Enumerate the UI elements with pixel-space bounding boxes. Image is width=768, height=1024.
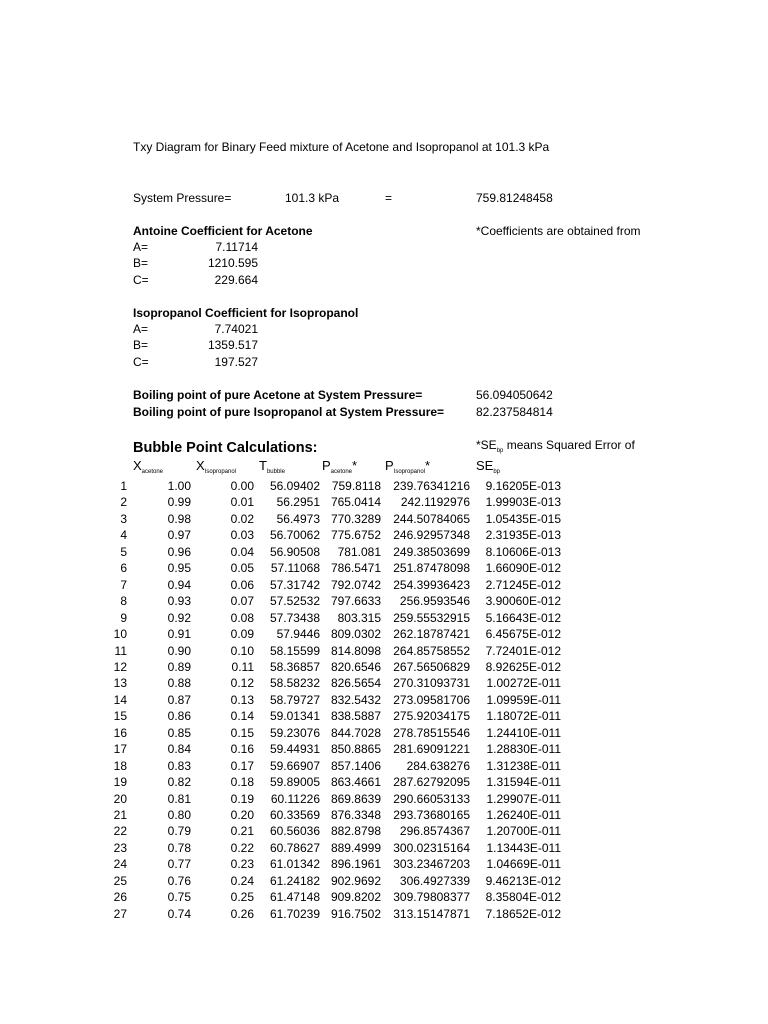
x-isopropanol-cell: 0.15 bbox=[230, 725, 254, 740]
se-bp-cell: 1.99903E-013 bbox=[485, 495, 561, 510]
p-isopropanol-cell: 270.31093731 bbox=[393, 676, 470, 691]
x-acetone-cell: 0.95 bbox=[167, 561, 191, 576]
row-index: 18 bbox=[113, 758, 127, 773]
p-acetone-cell: 786.5471 bbox=[330, 561, 381, 576]
x-acetone-cell: 0.76 bbox=[167, 873, 191, 888]
p-isopropanol-cell: 309.79808377 bbox=[393, 890, 470, 905]
acetone-boiling-point-label: Boiling point of pure Acetone at System Pressure= bbox=[133, 388, 423, 402]
isopropanol-c-value: 197.527 bbox=[214, 355, 258, 369]
se-bp-cell: 1.31238E-011 bbox=[486, 758, 561, 773]
se-bp-cell: 1.66090E-012 bbox=[485, 561, 561, 576]
row-index: 16 bbox=[113, 725, 127, 740]
x-isopropanol-cell: 0.23 bbox=[230, 857, 254, 872]
t-bubble-cell: 61.70239 bbox=[269, 906, 320, 921]
p-acetone-cell: 889.4999 bbox=[330, 840, 381, 855]
coefficients-source-note: *Coefficients are obtained from bbox=[476, 224, 641, 238]
se-bp-cell: 2.71245E-012 bbox=[485, 577, 561, 592]
p-acetone-cell: 909.8202 bbox=[330, 890, 381, 905]
table-row bbox=[0, 527, 768, 544]
se-bp-cell: 6.45675E-012 bbox=[485, 627, 561, 642]
header-x-isopropanol: $X_{Isopropanol}$ bbox=[196, 458, 237, 475]
p-acetone-cell: 803.315 bbox=[337, 610, 381, 625]
se-bp-cell: 1.24410E-011 bbox=[486, 725, 561, 740]
x-acetone-cell: 0.84 bbox=[167, 742, 191, 757]
x-isopropanol-cell: 0.08 bbox=[230, 610, 254, 625]
p-acetone-cell: 916.7502 bbox=[330, 906, 381, 921]
p-acetone-cell: 902.9692 bbox=[330, 873, 381, 888]
row-index: 9 bbox=[120, 610, 127, 625]
document-title: Txy Diagram for Binary Feed mixture of Acetone and Isopropanol at 101.3 kPa bbox=[133, 140, 550, 154]
row-index: 1 bbox=[120, 479, 127, 493]
table-row bbox=[0, 758, 768, 775]
x-isopropanol-cell: 0.09 bbox=[230, 627, 254, 642]
p-isopropanol-cell: 239.76341216 bbox=[393, 479, 470, 493]
t-bubble-cell: 58.58232 bbox=[269, 676, 320, 691]
row-index: 25 bbox=[113, 873, 127, 888]
table-row bbox=[0, 856, 768, 873]
row-index: 20 bbox=[113, 791, 127, 806]
header-p-acetone: $P_{acetone}*$ bbox=[322, 458, 358, 475]
p-isopropanol-cell: 242.1192976 bbox=[400, 495, 470, 510]
t-bubble-cell: 60.56036 bbox=[269, 824, 320, 839]
p-isopropanol-cell: 296.8574367 bbox=[399, 824, 470, 839]
table-row bbox=[0, 774, 768, 791]
t-bubble-cell: 57.9446 bbox=[276, 627, 320, 642]
isopropanol-coefficient-heading: Isopropanol Coefficient for Isopropanol bbox=[133, 306, 359, 320]
x-acetone-cell: 0.88 bbox=[167, 676, 191, 691]
system-pressure-value: 101.3 kPa bbox=[285, 191, 340, 205]
t-bubble-cell: 57.52532 bbox=[269, 594, 320, 609]
isopropanol-a-label: A= bbox=[133, 322, 149, 336]
se-bp-cell: 1.05435E-015 bbox=[485, 511, 561, 526]
p-acetone-cell: 781.081 bbox=[337, 544, 381, 559]
x-isopropanol-cell: 0.05 bbox=[230, 561, 254, 576]
p-isopropanol-cell: 281.69091221 bbox=[393, 742, 470, 757]
x-isopropanol-cell: 0.24 bbox=[230, 873, 254, 888]
table-row bbox=[0, 478, 768, 495]
acetone-boiling-point-value: 56.094050642 bbox=[476, 388, 553, 402]
p-isopropanol-cell: 313.15147871 bbox=[393, 906, 470, 921]
t-bubble-cell: 56.09402 bbox=[269, 479, 320, 493]
table-row bbox=[0, 708, 768, 725]
x-isopropanol-cell: 0.22 bbox=[230, 840, 254, 855]
se-bp-cell: 1.26240E-011 bbox=[486, 808, 561, 822]
acetone-b-label: B= bbox=[133, 256, 149, 270]
x-isopropanol-cell: 0.11 bbox=[231, 659, 254, 674]
p-isopropanol-cell: 262.18787421 bbox=[393, 627, 470, 642]
p-acetone-cell: 820.6546 bbox=[330, 659, 381, 674]
acetone-c-label: C= bbox=[133, 273, 149, 287]
x-acetone-cell: 0.91 bbox=[167, 627, 191, 642]
header-x-acetone: $X_{acetone}$ bbox=[133, 458, 164, 475]
p-isopropanol-cell: 259.55532915 bbox=[393, 610, 470, 625]
p-isopropanol-cell: 293.73680165 bbox=[393, 808, 470, 822]
row-index: 7 bbox=[120, 577, 127, 592]
row-index: 10 bbox=[113, 627, 127, 642]
t-bubble-cell: 58.36857 bbox=[269, 659, 320, 674]
x-acetone-cell: 0.86 bbox=[167, 709, 191, 724]
p-isopropanol-cell: 284.638276 bbox=[406, 758, 470, 773]
p-isopropanol-cell: 246.92957348 bbox=[393, 528, 470, 543]
x-acetone-cell: 0.92 bbox=[167, 610, 191, 625]
table-row bbox=[0, 593, 768, 610]
se-bp-cell: 8.10606E-013 bbox=[485, 544, 561, 559]
se-bp-cell: 1.31594E-011 bbox=[486, 775, 561, 790]
t-bubble-cell: 57.31742 bbox=[269, 577, 320, 592]
table-row bbox=[0, 741, 768, 758]
table-row bbox=[0, 577, 768, 594]
acetone-c-value: 229.664 bbox=[214, 273, 258, 287]
table-row bbox=[0, 725, 768, 742]
x-isopropanol-cell: 0.04 bbox=[230, 544, 254, 559]
table-row bbox=[0, 643, 768, 660]
table-row bbox=[0, 494, 768, 511]
p-acetone-cell: 792.0742 bbox=[330, 577, 381, 592]
x-isopropanol-cell: 0.06 bbox=[230, 577, 254, 592]
x-isopropanol-cell: 0.03 bbox=[230, 528, 254, 543]
x-isopropanol-cell: 0.18 bbox=[230, 775, 254, 790]
x-acetone-cell: 0.94 bbox=[167, 577, 191, 592]
p-isopropanol-cell: 300.02315164 bbox=[393, 840, 470, 855]
table-row bbox=[0, 692, 768, 709]
t-bubble-cell: 61.24182 bbox=[269, 873, 320, 888]
x-isopropanol-cell: 0.14 bbox=[230, 709, 254, 724]
row-index: 22 bbox=[113, 824, 127, 839]
x-isopropanol-cell: 0.07 bbox=[230, 594, 254, 609]
x-isopropanol-cell: 0.12 bbox=[230, 676, 254, 691]
x-isopropanol-cell: 0.16 bbox=[230, 742, 254, 757]
p-isopropanol-cell: 264.85758552 bbox=[393, 643, 470, 658]
t-bubble-cell: 61.01342 bbox=[269, 857, 320, 872]
header-se-bp: $SE_{bp}$ bbox=[476, 458, 501, 475]
t-bubble-cell: 56.2951 bbox=[276, 495, 320, 510]
t-bubble-cell: 61.47148 bbox=[269, 890, 320, 905]
p-acetone-cell: 814.8098 bbox=[330, 643, 381, 658]
acetone-a-label: A= bbox=[133, 240, 149, 254]
p-acetone-cell: 826.5654 bbox=[330, 676, 381, 691]
table-row bbox=[0, 610, 768, 627]
acetone-coefficient-heading: Antoine Coefficient for Acetone bbox=[133, 224, 313, 238]
x-acetone-cell: 0.77 bbox=[167, 857, 191, 872]
x-isopropanol-cell: 0.26 bbox=[230, 906, 254, 921]
table-row bbox=[0, 675, 768, 692]
x-acetone-cell: 0.74 bbox=[167, 906, 191, 921]
x-acetone-cell: 0.82 bbox=[167, 775, 191, 790]
se-bp-cell: 1.18072E-011 bbox=[486, 709, 561, 724]
x-acetone-cell: 0.98 bbox=[167, 511, 191, 526]
p-isopropanol-cell: 254.39936423 bbox=[393, 577, 470, 592]
row-index: 11 bbox=[114, 643, 127, 658]
p-isopropanol-cell: 287.62792095 bbox=[393, 775, 470, 790]
t-bubble-cell: 59.01341 bbox=[269, 709, 320, 724]
se-bp-cell: 8.35804E-012 bbox=[485, 890, 561, 905]
x-isopropanol-cell: 0.00 bbox=[230, 479, 254, 493]
p-acetone-cell: 775.6752 bbox=[330, 528, 381, 543]
x-acetone-cell: 0.93 bbox=[167, 594, 191, 609]
t-bubble-cell: 58.15599 bbox=[269, 643, 320, 658]
x-isopropanol-cell: 0.01 bbox=[230, 495, 254, 510]
x-isopropanol-cell: 0.19 bbox=[230, 791, 254, 806]
se-bp-cell: 8.92625E-012 bbox=[485, 659, 561, 674]
isopropanol-b-value: 1359.517 bbox=[207, 338, 258, 352]
p-acetone-cell: 765.0414 bbox=[330, 495, 381, 510]
p-acetone-cell: 850.8865 bbox=[330, 742, 381, 757]
t-bubble-cell: 57.73438 bbox=[269, 610, 320, 625]
x-acetone-cell: 0.80 bbox=[167, 808, 191, 822]
row-index: 15 bbox=[113, 709, 127, 724]
p-acetone-cell: 797.6633 bbox=[330, 594, 381, 609]
se-bp-cell: 5.16643E-012 bbox=[485, 610, 561, 625]
x-isopropanol-cell: 0.02 bbox=[230, 511, 254, 526]
se-bp-cell: 9.46213E-012 bbox=[485, 873, 561, 888]
se-bp-cell: 1.04669E-011 bbox=[486, 857, 561, 872]
t-bubble-cell: 60.11226 bbox=[270, 791, 320, 806]
se-bp-cell: 7.18652E-012 bbox=[485, 906, 561, 921]
p-isopropanol-cell: 290.66053133 bbox=[393, 791, 470, 806]
se-bp-cell: 1.20700E-011 bbox=[486, 824, 561, 839]
p-acetone-cell: 838.5887 bbox=[330, 709, 381, 724]
system-pressure-label: System Pressure= bbox=[133, 191, 232, 205]
row-index: 5 bbox=[120, 544, 127, 559]
table-row bbox=[0, 840, 768, 857]
t-bubble-cell: 59.89005 bbox=[269, 775, 320, 790]
x-acetone-cell: 0.81 bbox=[167, 791, 191, 806]
p-acetone-cell: 857.1406 bbox=[330, 758, 381, 773]
t-bubble-cell: 58.79727 bbox=[269, 692, 320, 707]
equals-sign: = bbox=[385, 191, 393, 205]
t-bubble-cell: 59.44931 bbox=[269, 742, 320, 757]
p-acetone-cell: 896.1961 bbox=[330, 857, 381, 872]
x-isopropanol-cell: 0.10 bbox=[230, 643, 254, 658]
x-acetone-cell: 0.99 bbox=[167, 495, 191, 510]
se-bp-cell: 1.09959E-011 bbox=[486, 692, 561, 707]
header-p-isopropanol: $P_{Isopropanol}*$ bbox=[385, 458, 431, 475]
row-index: 8 bbox=[120, 594, 127, 609]
x-isopropanol-cell: 0.17 bbox=[230, 758, 254, 773]
x-acetone-cell: 0.90 bbox=[167, 643, 191, 658]
t-bubble-cell: 60.78627 bbox=[269, 840, 320, 855]
p-isopropanol-cell: 278.78515546 bbox=[393, 725, 470, 740]
p-acetone-cell: 882.8798 bbox=[330, 824, 381, 839]
table-row bbox=[0, 823, 768, 840]
p-isopropanol-cell: 306.4927339 bbox=[399, 873, 470, 888]
row-index: 19 bbox=[113, 775, 127, 790]
isopropanol-b-label: B= bbox=[133, 338, 149, 352]
row-index: 24 bbox=[113, 857, 127, 872]
table-row bbox=[0, 906, 768, 923]
se-bp-cell: 2.31935E-013 bbox=[485, 528, 561, 543]
header-t-bubble: $T_{bubble}$ bbox=[259, 458, 285, 475]
table-row bbox=[0, 544, 768, 561]
isopropanol-a-value: 7.74021 bbox=[214, 322, 258, 336]
x-acetone-cell: 0.78 bbox=[167, 840, 191, 855]
squared-error-note: $*SE_{bp}$ means Squared Error of bbox=[476, 438, 635, 454]
x-isopropanol-cell: 0.13 bbox=[230, 692, 254, 707]
x-acetone-cell: 0.75 bbox=[167, 890, 191, 905]
t-bubble-cell: 59.66907 bbox=[269, 758, 320, 773]
p-acetone-cell: 869.8639 bbox=[330, 791, 381, 806]
t-bubble-cell: 56.90508 bbox=[269, 544, 320, 559]
p-acetone-cell: 844.7028 bbox=[330, 725, 381, 740]
table-row bbox=[0, 511, 768, 528]
p-acetone-cell: 809.0302 bbox=[330, 627, 381, 642]
se-bp-cell: 7.72401E-012 bbox=[485, 643, 561, 658]
x-acetone-cell: 1.00 bbox=[167, 479, 191, 493]
x-isopropanol-cell: 0.25 bbox=[230, 890, 254, 905]
row-index: 21 bbox=[113, 808, 127, 822]
row-index: 6 bbox=[120, 561, 127, 576]
table-row bbox=[0, 659, 768, 676]
row-index: 23 bbox=[113, 840, 127, 855]
x-acetone-cell: 0.97 bbox=[167, 528, 191, 543]
p-acetone-cell: 876.3348 bbox=[330, 808, 381, 822]
isopropanol-boiling-point-label: Boiling point of pure Isopropanol at System Pressure= bbox=[133, 405, 445, 419]
t-bubble-cell: 56.4973 bbox=[276, 511, 320, 526]
table-row bbox=[0, 560, 768, 577]
table-row bbox=[0, 889, 768, 906]
x-acetone-cell: 0.83 bbox=[167, 758, 191, 773]
system-pressure-mmhg: 759.81248458 bbox=[476, 191, 553, 205]
p-acetone-cell: 770.3289 bbox=[330, 511, 381, 526]
isopropanol-c-label: C= bbox=[133, 355, 149, 369]
se-bp-cell: 1.29907E-011 bbox=[486, 791, 561, 806]
acetone-b-value: 1210.595 bbox=[207, 256, 258, 270]
x-acetone-cell: 0.87 bbox=[167, 692, 191, 707]
table-row bbox=[0, 873, 768, 890]
row-index: 17 bbox=[113, 742, 127, 757]
x-acetone-cell: 0.96 bbox=[167, 544, 191, 559]
p-isopropanol-cell: 267.56506829 bbox=[393, 659, 470, 674]
row-index: 14 bbox=[113, 692, 127, 707]
row-index: 4 bbox=[120, 528, 127, 543]
p-acetone-cell: 832.5432 bbox=[330, 692, 381, 707]
row-index: 12 bbox=[113, 659, 127, 674]
se-bp-cell: 9.16205E-013 bbox=[485, 479, 561, 493]
row-index: 3 bbox=[120, 511, 127, 526]
x-acetone-cell: 0.85 bbox=[167, 725, 191, 740]
isopropanol-boiling-point-value: 82.237584814 bbox=[476, 405, 553, 419]
t-bubble-cell: 57.11068 bbox=[270, 561, 320, 576]
se-bp-cell: 1.00272E-011 bbox=[486, 676, 561, 691]
p-acetone-cell: 863.4661 bbox=[330, 775, 381, 790]
se-bp-cell: 3.90060E-012 bbox=[485, 594, 561, 609]
table-row bbox=[0, 626, 768, 643]
table-row bbox=[0, 791, 768, 808]
p-isopropanol-cell: 273.09581706 bbox=[393, 692, 470, 707]
x-isopropanol-cell: 0.20 bbox=[230, 808, 254, 822]
row-index: 2 bbox=[120, 495, 127, 510]
se-bp-cell: 1.28830E-011 bbox=[486, 742, 561, 757]
row-index: 26 bbox=[113, 890, 127, 905]
p-isopropanol-cell: 244.50784065 bbox=[393, 511, 470, 526]
x-isopropanol-cell: 0.21 bbox=[230, 824, 254, 839]
row-index: 27 bbox=[113, 906, 127, 921]
p-isopropanol-cell: 275.92034175 bbox=[393, 709, 470, 724]
row-index: 13 bbox=[113, 676, 127, 691]
p-isopropanol-cell: 249.38503699 bbox=[393, 544, 470, 559]
x-acetone-cell: 0.89 bbox=[167, 659, 191, 674]
p-isopropanol-cell: 256.9593546 bbox=[399, 594, 470, 609]
t-bubble-cell: 60.33569 bbox=[269, 808, 320, 822]
p-isopropanol-cell: 303.23467203 bbox=[393, 857, 470, 872]
p-isopropanol-cell: 251.87478098 bbox=[393, 561, 470, 576]
p-acetone-cell: 759.8118 bbox=[331, 479, 381, 493]
acetone-a-value: 7.11714 bbox=[215, 240, 258, 254]
t-bubble-cell: 56.70062 bbox=[269, 528, 320, 543]
se-bp-cell: 1.13443E-011 bbox=[486, 840, 561, 855]
x-acetone-cell: 0.79 bbox=[167, 824, 191, 839]
table-row bbox=[0, 807, 768, 824]
t-bubble-cell: 59.23076 bbox=[269, 725, 320, 740]
bubble-point-heading: Bubble Point Calculations: bbox=[133, 440, 318, 456]
